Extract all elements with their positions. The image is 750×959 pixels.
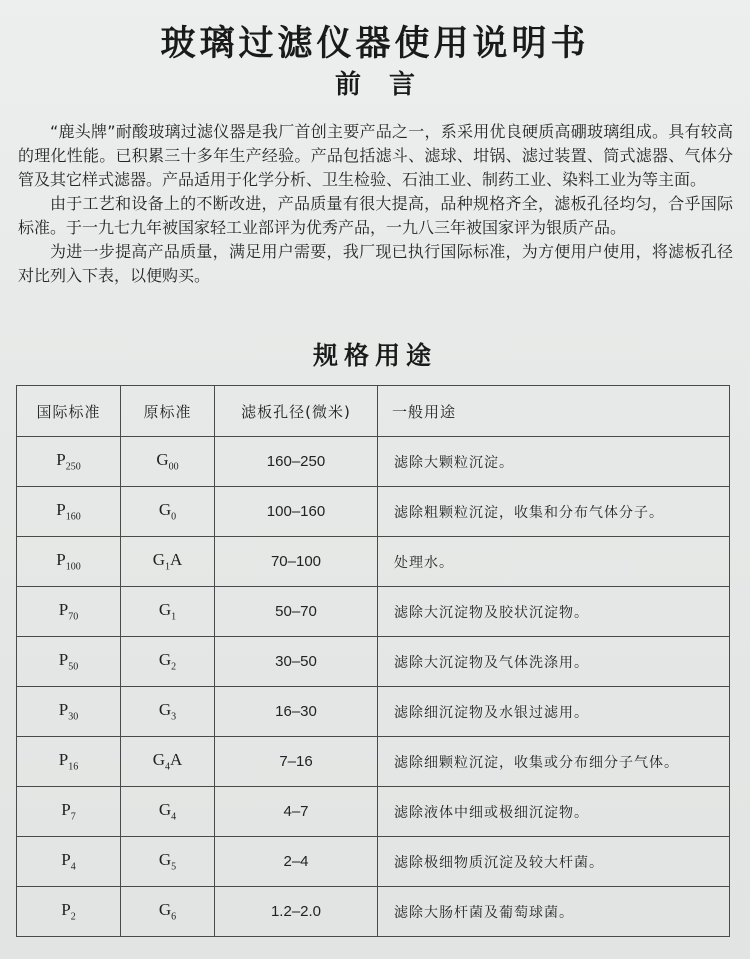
cell-orig-standard (121, 837, 215, 887)
cell-general-use: 滤除大颗粒沉淀。 (378, 437, 730, 487)
cell-intl-standard (17, 787, 121, 837)
table-row (17, 837, 730, 887)
table-row (17, 637, 730, 687)
orig-code-subscript: 4 (165, 761, 170, 773)
cell-general-use: 滤除液体中细或极细沉淀物。 (378, 787, 730, 837)
cell-pore-size: 7–16 (215, 737, 378, 787)
intl-code-subscript: 250 (65, 461, 81, 473)
intl-code: P (61, 850, 71, 870)
cell-intl-standard (17, 587, 121, 637)
cell-pore-size: 1.2–2.0 (215, 887, 378, 937)
header-general-use: 一般用途 (378, 386, 730, 437)
intl-code-subscript: 50 (68, 661, 79, 673)
cell-intl-standard (17, 887, 121, 937)
table-row (17, 787, 730, 837)
intl-code-subscript: 4 (70, 861, 76, 873)
cell-pore-size: 16–30 (215, 687, 378, 737)
orig-code-subscript: 0 (171, 511, 177, 523)
cell-intl-standard (17, 487, 121, 537)
cell-orig-standard (121, 487, 215, 537)
table-row (17, 487, 730, 537)
cell-intl-standard (17, 837, 121, 887)
orig-code: G (152, 750, 165, 770)
intl-code: P (61, 900, 71, 920)
section-title: 规格用途 (312, 341, 437, 370)
intl-code-subscript: 70 (68, 611, 79, 623)
table-row (17, 437, 730, 487)
preface-paragraph: 为进一步提高产品质量，满足用户需要，我厂现已执行国际标准，为方便用户使用，将滤板孔径对比列入下表，以便购买。 (18, 242, 733, 285)
cell-orig-standard (121, 437, 215, 487)
orig-code: G (158, 800, 172, 820)
cell-pore-size: 70–100 (215, 537, 378, 587)
intl-code: P (56, 500, 66, 520)
table-body (17, 437, 730, 937)
intl-code: P (56, 450, 66, 470)
orig-code: G (158, 700, 172, 720)
cell-orig-standard (121, 737, 215, 787)
intl-code-subscript: 100 (65, 561, 81, 573)
intl-code-subscript: 2 (70, 911, 76, 923)
orig-code-subscript: 00 (168, 461, 179, 473)
intl-code: P (61, 800, 71, 820)
orig-code-subscript: 6 (171, 911, 177, 923)
table-row (17, 587, 730, 637)
table-row (17, 687, 730, 737)
cell-general-use: 滤除大沉淀物及气体洗涤用。 (378, 637, 730, 687)
intl-code: P (56, 550, 66, 570)
cell-pore-size: 2–4 (215, 837, 378, 887)
preface-heading: 前言 (334, 70, 443, 100)
table-header-row (17, 386, 730, 437)
orig-code: G (158, 850, 172, 870)
header-orig-standard: 原标准 (121, 386, 215, 437)
cell-general-use: 滤除大沉淀物及胶状沉淀物。 (378, 587, 730, 637)
orig-code-subscript: 2 (171, 661, 177, 673)
cell-pore-size: 100–160 (215, 487, 378, 537)
intl-code: P (58, 750, 69, 770)
orig-code-suffix: A (170, 750, 183, 770)
cell-orig-standard (121, 587, 215, 637)
orig-code: G (156, 450, 169, 470)
cell-intl-standard (17, 687, 121, 737)
orig-code: G (158, 600, 172, 620)
preface-paragraph: 由于工艺和设备上的不断改进，产品质量有很大提高，品种规格齐全，滤板孔径均匀，合乎国际标准。于一九七九年被国家轻工业部评为优秀产品，一九八三年被国家评为银质产品。 (18, 194, 733, 237)
cell-general-use: 滤除粗颗粒沉淀，收集和分布气体分子。 (378, 487, 730, 537)
cell-intl-standard (17, 737, 121, 787)
cell-general-use: 处理水。 (378, 537, 730, 587)
header-pore-size: 滤板孔径(微米) (215, 386, 378, 437)
orig-code-subscript: 3 (171, 711, 177, 723)
orig-code: G (152, 550, 165, 570)
intl-code-subscript: 160 (65, 511, 81, 523)
orig-code-subscript: 4 (171, 811, 177, 823)
document-title: 玻璃过滤仪器使用说明书 (160, 23, 590, 64)
cell-pore-size: 160–250 (215, 437, 378, 487)
spec-table (16, 385, 730, 937)
orig-code: G (158, 500, 172, 520)
preface-paragraph: “鹿头牌”耐酸玻璃过滤仪器是我厂首创主要产品之一，系采用优良硬质高硼玻璃组成。具有较高的理化性能。已积累三十多年生产经验。产品包括滤斗、滤球、坩锅、滤过装置、筒式滤器、气体分管及其它样式滤器。产品适用于化学分析、卫生检验、石油工业、制药工业、染料工业为等主面。 (18, 122, 733, 189)
cell-general-use: 滤除细沉淀物及水银过滤用。 (378, 687, 730, 737)
intl-code: P (58, 600, 69, 620)
orig-code: G (158, 900, 172, 920)
intl-code-subscript: 30 (68, 711, 79, 723)
orig-code: G (158, 650, 172, 670)
orig-code-suffix: A (170, 550, 183, 570)
table-row (17, 737, 730, 787)
table-row (17, 887, 730, 937)
preface-text (18, 120, 733, 288)
orig-code-subscript: 5 (171, 861, 177, 873)
cell-orig-standard (121, 687, 215, 737)
header-intl-standard: 国际标准 (17, 386, 121, 437)
orig-code-subscript: 1 (165, 561, 170, 573)
cell-pore-size: 4–7 (215, 787, 378, 837)
orig-code-subscript: 1 (171, 611, 177, 623)
table-row (17, 537, 730, 587)
cell-intl-standard (17, 637, 121, 687)
cell-general-use: 滤除大肠杆菌及葡萄球菌。 (378, 887, 730, 937)
cell-orig-standard (121, 537, 215, 587)
cell-pore-size: 30–50 (215, 637, 378, 687)
cell-orig-standard (121, 787, 215, 837)
intl-code-subscript: 16 (68, 761, 79, 773)
intl-code-subscript: 7 (70, 811, 76, 823)
intl-code: P (58, 650, 69, 670)
cell-intl-standard (17, 537, 121, 587)
intl-code: P (58, 700, 69, 720)
cell-general-use: 滤除极细物质沉淀及较大杆菌。 (378, 837, 730, 887)
cell-orig-standard (121, 887, 215, 937)
cell-orig-standard (121, 637, 215, 687)
cell-intl-standard (17, 437, 121, 487)
cell-general-use: 滤除细颗粒沉淀，收集或分布细分子气体。 (378, 737, 730, 787)
cell-pore-size: 50–70 (215, 587, 378, 637)
